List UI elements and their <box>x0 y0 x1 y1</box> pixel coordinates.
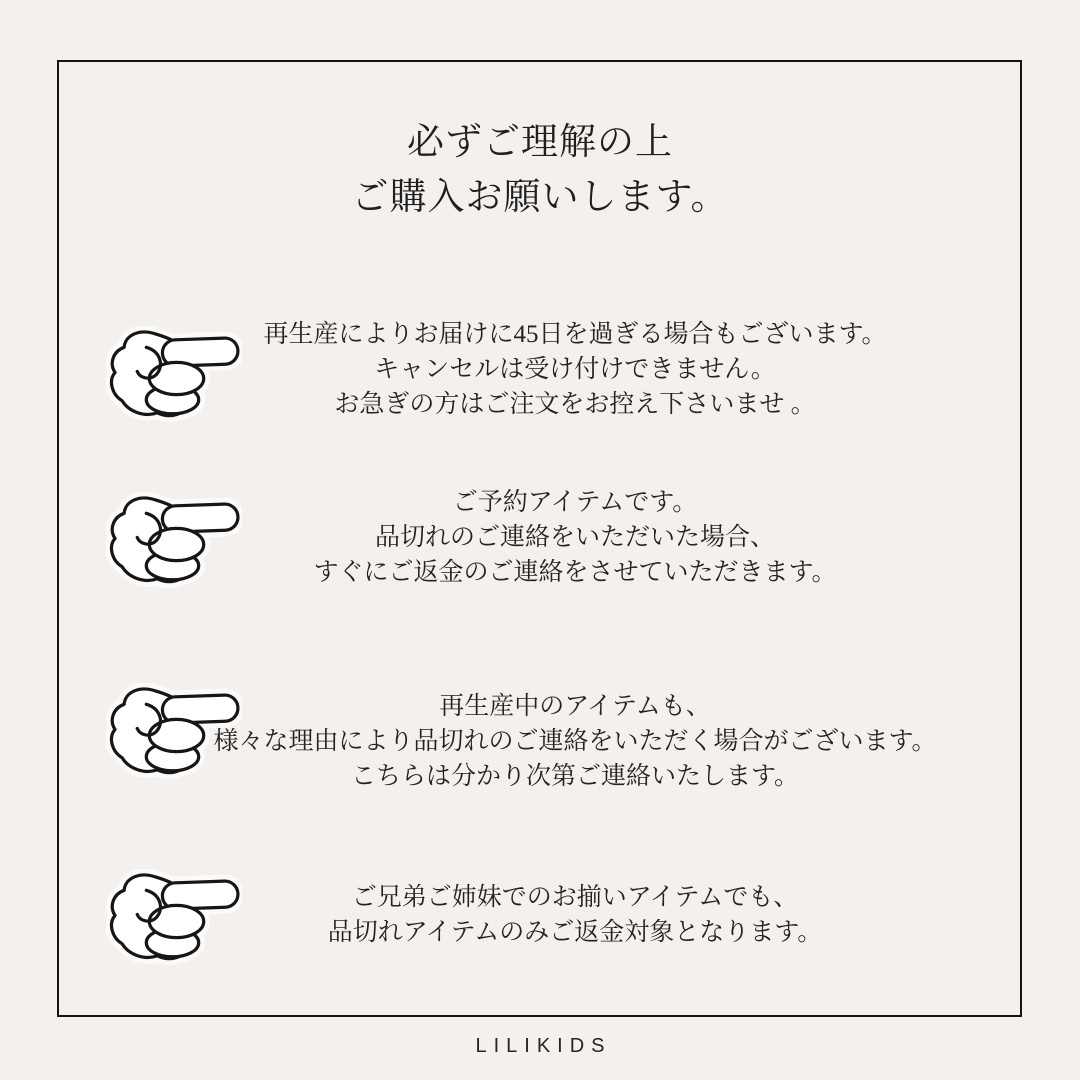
notice-line: 再生産中のアイテムも、 <box>439 693 711 720</box>
notice-line: ご予約アイテムです。 <box>452 489 698 516</box>
notice-line: ご兄弟ご姉妹でのお揃いアイテムでも、 <box>351 884 799 911</box>
notice-section-3 <box>170 689 980 794</box>
notice-line: キャンセルは受け付けできません。 <box>374 356 776 383</box>
page-title <box>0 115 1080 225</box>
notice-section-4 <box>170 880 980 950</box>
notice-line: お急ぎの方はご注文をお控え下さいませ 。 <box>334 391 816 418</box>
brand-logo: LILIKIDS <box>475 1035 612 1057</box>
notice-line: 品切れアイテムのみご返金対象となります。 <box>327 919 823 946</box>
notice-line: 再生産によりお届けに45日を過ぎる場合もございます。 <box>263 321 887 348</box>
title-line-1: 必ずご理解の上 <box>407 122 673 163</box>
notice-section-2 <box>170 485 980 590</box>
notice-line: こちらは分かり次第ご連絡いたします。 <box>350 763 799 790</box>
notice-line: すぐにご返金のご連絡をさせていただきます。 <box>313 559 837 586</box>
title-line-2: ご購入お願いします。 <box>351 177 729 218</box>
notice-line: 様々な理由により品切れのご連絡をいただく場合がございます。 <box>213 728 937 755</box>
notice-line: 品切れのご連絡をいただいた場合、 <box>374 524 775 551</box>
notice-section-1 <box>170 317 980 422</box>
